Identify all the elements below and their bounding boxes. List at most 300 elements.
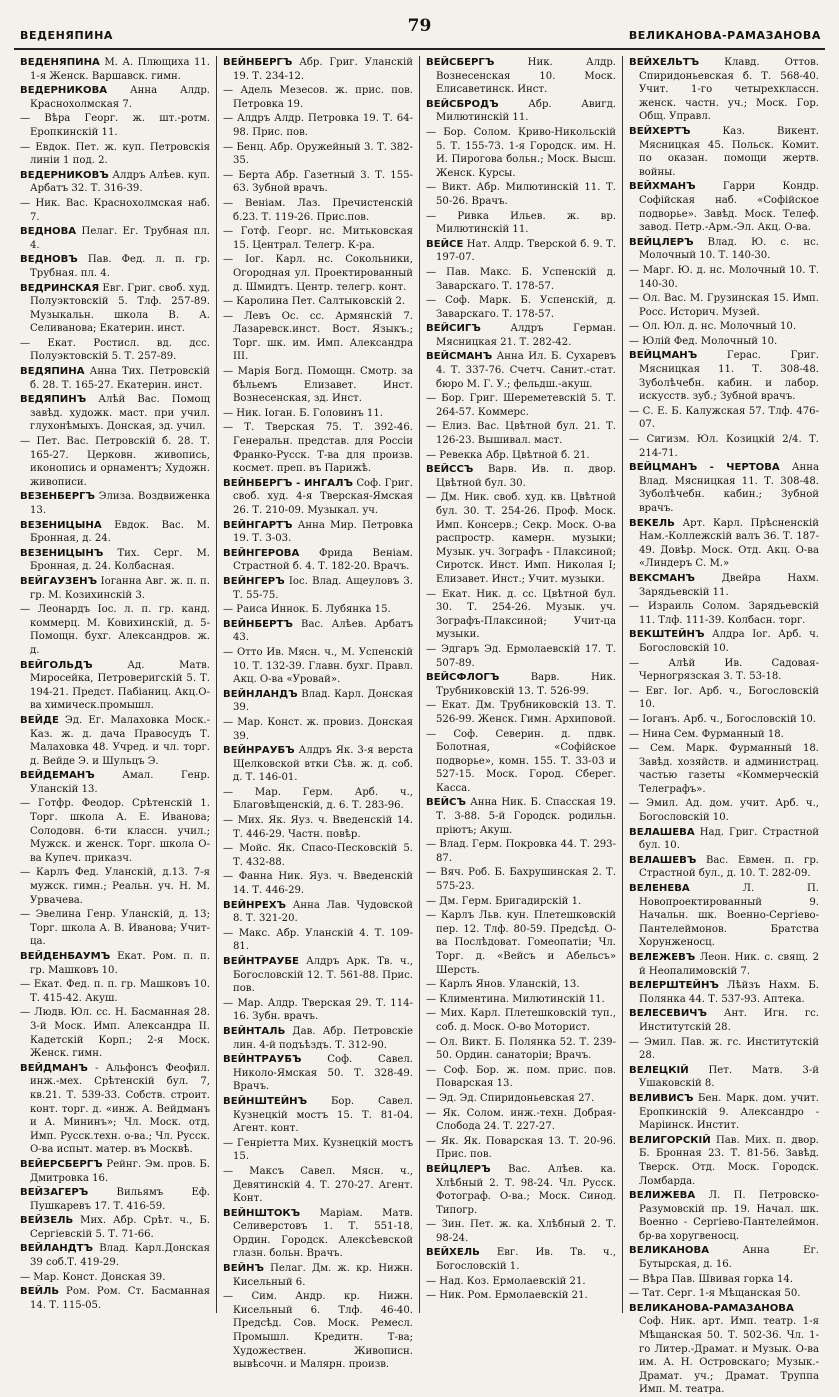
entry-surname: ВЕЙНБЕРГЪ	[223, 57, 293, 68]
entry-details: — Марія Богд. Помощн. Смотр. за бѣльемъ Елизавет. Инст. Вознесенская, зд. Инст.	[223, 366, 413, 405]
directory-entry	[223, 1165, 413, 1206]
entry-surname: ВЕЛАШЕВА	[629, 826, 695, 838]
directory-entry	[426, 1218, 616, 1245]
directory-entry	[426, 796, 616, 837]
entry-details: — Евг. Іог. Арб. ч., Богословскій 10.	[629, 685, 819, 711]
directory-entry	[223, 814, 413, 841]
directory-entry	[20, 84, 210, 111]
directory-entry	[20, 978, 210, 1005]
entry-details: — Левъ Ос. сс. Армянскій 7. Лазаревск.инст. Вост. Языкъ.; Торг. шк. им. Имп. Александра III.	[223, 310, 413, 363]
directory-entry	[20, 393, 210, 434]
entry-details: Клавд. Оттов. Спиридоньевская б. Т. 568-40. Учит. 1-го четырехклассн. женск. частн. уч.; Моск. Гор. Общ. Управл.	[639, 57, 819, 123]
entry-surname: ВЕЙДЕ	[20, 714, 59, 726]
entry-details: Бор. Савел. Кузнецкій мостъ 15. Т. 81-04. Агент. конт.	[233, 1095, 413, 1135]
entry-surname: ВЕКСМАНЪ	[629, 572, 696, 584]
directory-entry	[223, 1207, 413, 1261]
directory-entry	[629, 292, 819, 319]
entry-details: Алдръ Алѣев. куп. Арбатъ 32. Т. 316-39.	[30, 169, 210, 195]
entry-details: — Екат. Ростисл. вд. дсс. Полуэктовскій 5. Т. 257-89.	[20, 337, 210, 363]
entry-details: — Климентина. Милютинскій 11.	[426, 993, 605, 1005]
directory-entry	[223, 842, 413, 869]
entry-details: — Мойс. Як. Спасо-Песковскій 5. Т. 432-88.	[223, 843, 413, 868]
entry-details: Влад. Карл. Донская 39.	[233, 688, 413, 714]
entry-details: — Бор. Григ. Шереметевскій 5. Т. 264-57. Коммерс.	[426, 393, 616, 418]
entry-surname: ВЕЙССЪ	[426, 464, 474, 476]
directory-entry	[629, 125, 819, 179]
entry-surname: ВЕЛЕСЕВИЧЪ	[629, 1008, 707, 1020]
entry-details: — С. Е. Б. Калужская 57. Тлф. 476-07.	[629, 405, 819, 431]
directory-entry	[223, 955, 413, 996]
column-2	[217, 56, 420, 1371]
entry-details: — Эмил. Ад. дом. учит. Арб. ч., Богословскій 10.	[629, 798, 819, 824]
entry-details: — Готфр. Феодор. Срѣтенскій 1. Торг. школа А. Е. Иванова; Солодовн. 6-ти классн. учил.; Мужск. и женск. Торг. школа О-ва Купеч. приказч.	[20, 798, 210, 864]
entry-surname: ВЕЙСБЕРГЪ	[426, 57, 495, 68]
directory-entry	[629, 1302, 819, 1397]
entry-details: Вас. Алѣев. ка. Хлѣбный 2. Т. 98-24. Чл. Русск. Фотограф. О-ва.; Моск. Синод. Типогр.	[436, 1163, 616, 1216]
entry-details: — Ол. Юл. д. нс. Молочный 10.	[629, 321, 797, 333]
directory-entry	[426, 699, 616, 726]
entry-details: Алдръ Герман. Мясницкая 21. Т. 282-42.	[436, 323, 616, 348]
entry-details: — Влад. Герм. Покровка 44. Т. 293-87.	[426, 839, 616, 864]
directory-entry	[426, 588, 616, 642]
directory-entry	[223, 253, 413, 294]
entry-details: Анна Тих. Петровскій б. 28. Т. 165-27. Екатерин. инст.	[30, 366, 210, 391]
directory-entry	[20, 337, 210, 364]
entry-details: Герас. Григ. Мясницкая 11. Т. 308-48. Зуболѣчебн. кабин. и лабор. искусств. зуб.; Зубной врачъ.	[639, 350, 819, 403]
entry-surname: ВЕЙНТРАУБЕ	[223, 956, 299, 967]
entry-surname: ВЕЗЕНИЦЫНЪ	[20, 547, 104, 559]
page-number: 79	[407, 16, 432, 36]
directory-entry	[223, 870, 413, 897]
directory-entry	[426, 266, 616, 293]
directory-entry	[629, 742, 819, 796]
directory-entry	[223, 56, 413, 83]
entry-details: Пелаг. Ег. Трубная пл. 4.	[30, 226, 210, 251]
directory-entry	[629, 728, 819, 742]
entry-details: — Нина Сем. Фурманный 18.	[629, 728, 784, 740]
directory-entry	[223, 421, 413, 475]
entry-details: Тих. Серг. М. Бронная, д. 24. Колбасная.	[30, 547, 210, 573]
directory-entry	[426, 56, 616, 97]
entry-details: — Екат. Ник. д. сс. Цвѣтной бул. 30. Т. 254-26. Музык. уч. Зографъ-Плаксиной; Учит-ца музыки.	[426, 588, 616, 641]
directory-entry	[629, 979, 819, 1006]
entry-details: — Карлъ Янов. Уланскій, 13.	[426, 979, 580, 991]
entry-details: Алдръ Як. 3-я верста Щелковской втки Сѣв. ж. д. соб. д. Т. 146-01.	[233, 745, 413, 784]
entry-details: — Пет. Вас. Петровскій б. 28. Т. 165-27. Церковн. живопись, иконопись и орнаментъ; Художн. живописи.	[20, 436, 210, 488]
directory-entry	[20, 141, 210, 168]
directory-entry	[223, 603, 413, 617]
entry-surname: ВЕЙСИГЪ	[426, 323, 481, 335]
directory-entry	[20, 866, 210, 907]
entry-surname: ВЕЙСЪ	[426, 797, 466, 809]
directory-entry	[426, 420, 616, 447]
entry-details: — Мих. Як. Яуз. ч. Введенскій 14. Т. 446-29. Частн. повѣр.	[223, 815, 413, 840]
directory-entry	[20, 225, 210, 252]
entry-surname: ВЕДНОВА	[20, 226, 77, 238]
directory-entry	[223, 477, 413, 518]
entry-details: Вас. Алѣев. Арбатъ 43.	[233, 618, 413, 644]
directory-entry	[20, 435, 210, 489]
entry-surname: ВЕЙДМАНЪ	[20, 1062, 88, 1074]
entry-details: — Вяч. Роб. Б. Бахрушинская 2. Т. 575-23.	[426, 867, 616, 893]
entry-details: Анна Ил. Б. Сухаревъ 4. Т. 337-76. Счетч. Санит.-стат. бюро М. Г. У.; фельдш.-акуш.	[436, 351, 616, 390]
directory-entry	[20, 1242, 210, 1269]
directory-entry	[629, 405, 819, 432]
page-header	[14, 10, 825, 50]
directory-entry	[223, 84, 413, 111]
entry-details: Эд. Ег. Малаховка Моск.-Каз. ж. д. дача Правосудъ Т. Малаховка 48. Учред. и чл. торг. д. Вейде Э. и Шульцъ Э.	[30, 714, 210, 767]
entry-surname: ВЕЙНЪ	[223, 1263, 264, 1275]
directory-entry	[426, 294, 616, 321]
entry-details: Абр. Авигд. Милютинскій 11.	[436, 98, 616, 124]
entry-details: Алѣй Вас. Помощ завѣд. художк. маст. при учил. глухонѣмыхъ. Донская, зд. учил.	[30, 394, 210, 433]
entry-surname: ВЕЙЛАНДТЪ	[20, 1243, 94, 1255]
directory-entry	[426, 866, 616, 893]
directory-entry	[629, 657, 819, 684]
entry-details: Влад. Карл.Донская 39 соб.Т. 419-29.	[30, 1243, 210, 1269]
entry-details: Ник. Алдр. Вознесенская 10. Моск. Елисаветинск. Инст.	[436, 57, 616, 96]
entry-surname: ВЕЙГОЛЬДЪ	[20, 659, 93, 671]
directory-entry	[426, 728, 616, 796]
directory-entry	[426, 1275, 616, 1289]
directory-entry	[629, 1244, 819, 1271]
directory-entry	[20, 1285, 210, 1312]
directory-entry	[629, 685, 819, 712]
entry-surname: ВЕЛИГОРСКІЙ	[629, 1134, 711, 1146]
directory-entry	[20, 1158, 210, 1185]
directory-entry	[629, 1273, 819, 1287]
directory-entry	[223, 716, 413, 743]
entry-details: Вильямъ Еф. Пушкаревъ 17. Т. 416-59.	[30, 1187, 210, 1212]
entry-details: — Ник. Іоган. Б. Головинъ 11.	[223, 407, 383, 419]
entry-details: — Тат. Серг. 1-я Мѣщанская 50.	[629, 1288, 801, 1300]
directory-entry	[223, 927, 413, 954]
directory-entry	[426, 449, 616, 463]
directory-entry	[223, 997, 413, 1024]
entry-details: - Альфонсъ Феофил. инж.-мех. Срѣтенскій бул. 7, кв.21. Т. 539-33. Собств. строит. конт. торг. д. «инж. А. Вейдманъ и А. Мининъ»; Чл. Моск. отд. Имп. Русск.техн. о-ва.; Чл. Русск. О-ва испыт. матер. въ Москвѣ.	[30, 1062, 210, 1156]
entry-details: Анна Ник. Б. Спасская 19. Т. 3-88. 5-й Городск. родильн. пріютъ; Акуш.	[436, 797, 616, 836]
directory-entry	[629, 1287, 819, 1301]
entry-details: — Соф. Северин. д. пдвк. Болотная, «Софійское подворье», комн. 155. Т. 33-03 и 527-15. Моск. Город. Сберег. Касса.	[426, 728, 616, 794]
entry-details: — Ривка Ильев. ж. вр. Милютинскій 11.	[426, 210, 616, 236]
entry-details: — Т. Тверская 75. Т. 392-46. Генеральн. представ. для Россіи Франко-Русск. Т-ва для произв. космет. преп. въ Парижѣ.	[223, 422, 413, 475]
directory-entry	[20, 56, 210, 83]
directory-entry	[223, 1095, 413, 1136]
directory-entry	[426, 350, 616, 391]
entry-details: — Екат. Фед. п. п. гр. Машковъ 10. Т. 415-42. Акуш.	[20, 979, 210, 1004]
entry-surname: ВЕЙХЕЛЬ	[426, 1247, 480, 1259]
entry-details: — Алдръ Алдр. Петровка 19. Т. 64-98. Прис. пов.	[223, 113, 413, 138]
entry-details: — Сим. Андр. кр. Нижн. Кисельный 6. Тлф. 46-40. Предсѣд. Сов. Моск. Ремесл. Промышл. Кредитн. Т-ва; Художествен. Живописн. вывѣсочн. и Малярн. произв.	[223, 1291, 413, 1371]
entry-details: Евдок. Вас. М. Бронная, д. 24.	[30, 519, 210, 545]
entry-surname: ВЕЙНРЕХЪ	[223, 899, 287, 911]
directory-entry	[223, 1137, 413, 1164]
entry-surname: ВЕЛЕЖЕВЪ	[629, 952, 696, 963]
entry-surname: ВЕЙНГАРТЪ	[223, 519, 293, 531]
directory-entry	[629, 236, 819, 263]
entry-surname: ВЕЙГАУЗЕНЪ	[20, 575, 98, 587]
entry-details: — Як. Солом. инж.-техн. Добрая-Слобода 24. Т. 227-27.	[426, 1107, 616, 1133]
directory-entry	[223, 744, 413, 785]
directory-entry	[20, 547, 210, 574]
directory-entry	[426, 838, 616, 865]
entry-details: Амал. Генр. Уланскій 13.	[30, 770, 210, 795]
entry-surname: ВЕЙСБРОДЪ	[426, 98, 499, 110]
directory-entry	[20, 769, 210, 796]
directory-entry	[629, 517, 819, 571]
entry-details: — Дм. Ник. своб. худ. кв. Цвѣтной бул. 30. Т. 254-26. Проф. Моск. Имп. Консерв.; Секр. Моск. О-ва распростр. камерн. музыки; Музык. уч. Зографъ - Плаксиной; Сиротск. Инст. Имп. Николая I; Елизавет. Инст.; Учит. музыки.	[426, 492, 616, 585]
directory-entry	[20, 603, 210, 657]
entry-details: — Зин. Пет. ж. ка. Хлѣбный 2. Т. 98-24.	[426, 1219, 616, 1244]
entry-details: Соф. Григ. своб. худ. 4-я Тверская-Ямская 26. Т. 210-09. Музыкал. уч.	[233, 477, 413, 516]
directory-entry	[223, 646, 413, 687]
entry-surname: ВЕЙСМАНЪ	[426, 351, 493, 363]
entry-details: — Ревекка Абр. Цвѣтной б. 21.	[426, 449, 590, 461]
entry-details: — Мар. Конст. Донская 39.	[20, 1271, 166, 1283]
directory-entry	[223, 1262, 413, 1289]
entry-surname: ВЕЛИЖЕВА	[629, 1190, 696, 1202]
entry-details: — Викт. Абр. Милютинскій 11. Т. 50-26. Врачъ.	[426, 182, 616, 207]
entry-surname: ВЕЙЕРСБЕРГЪ	[20, 1158, 103, 1170]
directory-entry	[223, 1025, 413, 1052]
directory-entry	[223, 407, 413, 421]
directory-entry	[426, 1036, 616, 1063]
directory-entry	[20, 1271, 210, 1285]
entry-details: — Юлій Фед. Молочный 10.	[629, 335, 778, 347]
columns-container	[14, 56, 825, 1396]
directory-entry	[223, 575, 413, 602]
directory-entry	[629, 628, 819, 655]
entry-details: Іос. Влад. Ащеуловъ 3. Т. 55-75.	[233, 575, 413, 601]
directory-entry	[426, 643, 616, 670]
directory-entry	[20, 1006, 210, 1060]
entry-details: — Соф. Марк. Б. Успенскій, д. Заварскаго. Т. 178-57.	[426, 295, 616, 320]
entry-details: — Соф. Бор. ж. пом. прис. пов. Поварская 13.	[426, 1064, 616, 1090]
directory-entry	[629, 951, 819, 978]
entry-details: — Леонардъ Іос. л. п. гр. канд. коммерц. М. Ковихинскій, д. 5- Помощн. бухг. Александров. ж. д.	[20, 604, 210, 656]
entry-details: — Вѣра Георг. ж. шт.-ротм. Еропкинскій 11.	[20, 113, 210, 138]
directory-entry	[223, 618, 413, 645]
entry-details: — Ол. Вас. М. Грузинская 15. Имп. Росс. Историч. Музей.	[629, 293, 819, 318]
column-1	[14, 56, 217, 1313]
entry-details: — Сигизм. Юл. Козицкій 2/4. Т. 214-71.	[629, 434, 819, 459]
entry-details: — Алѣй Ив. Садовая-Черногрязская 3. Т. 53-18.	[629, 657, 819, 683]
entry-surname: ВЕЛИВИСЪ	[629, 1092, 694, 1104]
entry-surname: ВЕЙЦМАНЪ - ЧЕРТОВА	[629, 462, 780, 474]
entry-surname: ВЕЛИКАНОВА	[629, 1245, 710, 1257]
entry-details: Варв. Ник. Трубниковскій 13. Т. 526-99.	[436, 672, 616, 697]
directory-entry	[629, 826, 819, 853]
entry-details: Нат. Алдр. Тверской б. 9. Т. 197-07.	[436, 238, 616, 264]
entry-details: Алдръ Арк. Тв. ч., Богословскій 12. Т. 561-88. Прис. пов.	[233, 956, 413, 995]
directory-entry	[426, 671, 616, 698]
entry-details: Евг. Григ. своб. худ. Полуэктовскій 5. Тлф. 257-89. Музыкальн. школа В. А. Селиванова; Екатерин. инст.	[30, 282, 210, 335]
entry-details: Соф. Савел. Николо-Ямская 50. Т. 328-49. Врачъ.	[233, 1054, 413, 1093]
entry-surname: ВЕЙСЕ	[426, 238, 464, 250]
directory-entry	[426, 1289, 616, 1303]
entry-surname: ВЕЙНШТОКЪ	[223, 1207, 301, 1219]
directory-entry	[629, 349, 819, 403]
entry-surname: ВЕЙЦМАНЪ	[629, 350, 698, 362]
entry-details: — Над. Коз. Ермолаевскій 21.	[426, 1275, 586, 1287]
entry-surname: ВЕЛИКАНОВА-РАМАЗАНОВА	[629, 1302, 794, 1314]
entry-details: Алдра Іог. Арб. ч. Богословскій 10.	[639, 629, 819, 654]
entry-details: — Веніам. Лаз. Пречистенскій б.23. Т. 119-26. Прис.пов.	[223, 197, 413, 223]
entry-details: Дав. Абр. Петровскіе лин. 4-й подъѣздъ. Т. 312-90.	[233, 1025, 413, 1051]
entry-details: — Мар. Герм. Арб. ч., Благовѣщенскій, д. 6. Т. 283-96.	[223, 786, 413, 812]
directory-entry	[629, 713, 819, 727]
directory-entry	[20, 714, 210, 768]
entry-details: Фрида Веніам. Страстной б. 4. Т. 182-20. Врачъ.	[233, 547, 413, 573]
directory-entry	[426, 181, 616, 208]
entry-details: Ад. Матв. Миросейка, Петроверигскій 5. Т. 194-21. Предст. Пабіаниц. Акц.О-ва химическ.промышл.	[30, 659, 210, 712]
directory-entry	[20, 908, 210, 949]
entry-details: Пет. Матв. 3-й Ушаковскій 8.	[639, 1064, 819, 1090]
entry-details: — Эд. Эд. Спиридоньевская 27.	[426, 1092, 595, 1104]
entry-details: Анна Мир. Петровка 19. Т. 3-03.	[233, 519, 413, 545]
entry-surname: ВЕЙХМАНЪ	[629, 181, 696, 193]
directory-entry	[426, 1135, 616, 1162]
entry-details: — Евдок. Пет. ж. куп. Петровскія линіи 1 под. 2.	[20, 141, 210, 167]
directory-entry	[629, 1134, 819, 1188]
entry-details: — Бор. Солом. Криво-Никольскій 5. Т. 155-73. 1-я Городск. им. Н. И. Пирогова больн.; Моск. Высш. Женск. Курсы.	[426, 126, 616, 179]
directory-entry	[629, 1189, 819, 1243]
entry-details: — Генріетта Мих. Кузнецкій мостъ 15.	[223, 1137, 413, 1163]
entry-details: — Мих. Карл. Плетешковскій туп., соб. д. Моск. О-во Моторист.	[426, 1008, 616, 1033]
entry-details: — Бенц. Абр. Оружейный 3. Т. 382-35.	[223, 141, 413, 167]
entry-details: — Елиз. Вас. Цвѣтной бул. 21. Т. 126-23. Вышивал. маст.	[426, 421, 616, 447]
entry-details: Соф. Ник. арт. Имп. театр. 1-я Мѣщанская 50. Т. 502-36. Чл. 1-го Литер.-Драмат. и Музык. О-ва им. А. Н. Островскаго; Музык.-Драмат. уч.; Драмат. Труппа Имп. М. театра.	[639, 1316, 819, 1396]
header-right-running-head: ВЕЛИКАНОВА-РАМАЗАНОВА	[628, 29, 821, 42]
directory-entry	[223, 1053, 413, 1094]
entry-details: Анна Ег. Бутырская, д. 16.	[639, 1245, 819, 1271]
entry-details: Анна Влад. Мясницкая 11. Т. 308-48. Зуболѣчебн. кабин.; Зубной врачъ.	[639, 462, 820, 514]
entry-surname: ВЕЙНШТЕЙНЪ	[223, 1095, 308, 1107]
entry-details: Арт. Карл. Прѣсненскій Нам.-Коллежскій валъ 36. Т. 187-49. Довѣр. Моск. Отд. Акц. О-ва «Линдеръ С. М.»	[639, 517, 819, 570]
directory-entry	[223, 141, 413, 168]
entry-surname: ВЕДЯПИНА	[20, 366, 85, 378]
directory-entry	[223, 225, 413, 252]
entry-details: — Марг. Ю. д. нс. Молочный 10. Т. 140-30.	[629, 264, 819, 290]
directory-entry	[426, 1163, 616, 1217]
directory-entry	[426, 392, 616, 419]
directory-entry	[223, 786, 413, 813]
entry-surname: ВЕЛЕЦКІЙ	[629, 1064, 689, 1076]
directory-entry	[426, 1064, 616, 1091]
entry-details: Евг. Ив. Тв. ч., Богословскій 1.	[436, 1247, 616, 1273]
directory-entry	[223, 1290, 413, 1372]
directory-entry	[426, 993, 616, 1007]
entry-surname: ВЕЛЕНЕВА	[629, 883, 690, 895]
directory-entry	[629, 320, 819, 334]
entry-details: Екат. Ром. п. п. гр. Машковъ 10.	[30, 951, 210, 976]
entry-surname: ВЕДЕРНИКОВА	[20, 85, 108, 97]
directory-entry	[426, 238, 616, 265]
directory-entry	[426, 909, 616, 977]
entry-surname: ВЕЗЕНИЦЫНА	[20, 519, 102, 531]
entry-surname: ВЕЙЗАГЕРЪ	[20, 1187, 89, 1199]
entry-details: — Іог. Карл. нс. Сокольники, Огородная ул. Проектированный д. Шмидтъ. Центр. телегр. конт.	[223, 254, 413, 293]
directory-entry	[20, 950, 210, 977]
entry-surname: ВЕДНОВЪ	[20, 254, 78, 266]
entry-surname: ВЕЙНТРАУБЪ	[223, 1054, 302, 1066]
entry-details: Рейнг. Эм. пров. Б. Дмитровка 16.	[30, 1158, 210, 1184]
entry-details: — Готф. Георг. нс. Митьковская 15. Централ. Телегр. К-ра.	[223, 226, 413, 251]
directory-entry	[629, 1007, 819, 1034]
directory-entry	[20, 1062, 210, 1157]
entry-surname: ВЕЙЛЬ	[20, 1286, 60, 1298]
directory-entry	[629, 797, 819, 824]
entry-details: Л. П. Петровско-Разумовскій пр. 19. Начал. шк. Военно - Сергіево-Пантелеймон. бр-ва хоругвеносц.	[639, 1190, 819, 1242]
entry-details: — Пав. Макс. Б. Успенскій д. Заварскаго. Т. 178-57.	[426, 266, 616, 292]
entry-surname: ВЕЗЕНБЕРГЪ	[20, 491, 96, 503]
entry-details: Двейра Нахм. Зарядьевскій 11.	[639, 572, 819, 598]
entry-surname: ВЕЙНБЕРГЪ - ИНГАЛЪ	[223, 477, 353, 489]
entry-details: Абр. Григ. Уланскій 19. Т. 234-12.	[233, 57, 413, 82]
entry-surname: ВЕДЯПИНЪ	[20, 394, 87, 406]
entry-details: — Эвелина Генр. Уланскій, д. 13; Торг. школа А. В. Иванова; Учит-ца.	[20, 909, 210, 948]
directory-entry	[629, 461, 819, 515]
entry-details: — Фанна Ник. Яуз. ч. Введенскій 14. Т. 446-29.	[223, 871, 413, 897]
entry-surname: ВЕКШТЕЙНЪ	[629, 629, 705, 641]
entry-details: Анна Лав. Чудовской 8. Т. 321-20.	[233, 899, 413, 925]
entry-surname: ВЕЙДЕНБАУМЪ	[20, 951, 111, 962]
entry-details: Пав. Мих. п. двор. Б. Бронная 23. Т. 81-56. Завѣд. Тверск. Отд. Моск. Городск. Ломбарда.	[639, 1134, 819, 1187]
entry-details: — Вѣра Пав. Швивая горка 14.	[629, 1273, 794, 1285]
entry-details: Пелаг. Дм. ж. кр. Нижн. Кисельный 6.	[233, 1263, 413, 1288]
entry-details: — Раиса Иннок. Б. Лубянка 15.	[223, 604, 391, 616]
entry-details: — Адель Мезесов. ж. прис. пов. Петровка 19.	[223, 85, 413, 110]
directory-entry	[20, 1214, 210, 1241]
column-3	[420, 56, 623, 1313]
directory-entry	[426, 98, 616, 125]
directory-entry	[426, 322, 616, 349]
entry-details: — Іоганъ. Арб. ч., Богословскій 10.	[629, 713, 817, 725]
entry-surname: ВЕЙНГЕРОВА	[223, 547, 300, 559]
directory-entry	[20, 169, 210, 196]
directory-entry	[629, 433, 819, 460]
entry-details: Пав. Фед. л. п. гр. Трубная. пл. 4.	[30, 254, 210, 279]
directory-entry	[20, 282, 210, 336]
directory-entry	[426, 210, 616, 237]
entry-surname: ВЕЙНТАЛЬ	[223, 1025, 286, 1037]
directory-entry	[20, 197, 210, 224]
entry-details: — Як. Як. Поварская 13. Т. 20-96. Прис. пов.	[426, 1135, 616, 1161]
entry-details: Элиза. Воздвиженка 13.	[30, 491, 210, 516]
entry-details: — Мар. Алдр. Тверская 29. Т. 114-16. Зубн. врачъ.	[223, 997, 413, 1023]
directory-entry	[629, 180, 819, 234]
directory-entry	[426, 1107, 616, 1134]
entry-surname: ВЕДЕРНИКОВЪ	[20, 169, 109, 181]
entry-details: Вас. Евмен. п. гр. Страстной бул., д. 10. Т. 282-09.	[639, 854, 819, 880]
directory-entry	[20, 575, 210, 602]
directory-entry	[223, 197, 413, 224]
entry-details: Анна Алдр. Краснохолмская 7.	[30, 85, 210, 110]
entry-details: Ром. Ром. Ст. Басманная 14. Т. 115-05.	[30, 1286, 210, 1311]
directory-entry	[426, 978, 616, 992]
entry-surname: ВЕЙЦЛЕРЪ	[426, 1163, 491, 1175]
entry-details: Варв. Ив. п. двор. Цвѣтной бул. 30.	[436, 464, 616, 489]
entry-details: — Ол. Викт. Б. Полянка 52. Т. 239-50. Ордин. санаторіи; Врачъ.	[426, 1036, 616, 1062]
directory-entry	[20, 112, 210, 139]
entry-surname: ВЕКЕЛЬ	[629, 517, 675, 529]
directory-entry	[20, 519, 210, 546]
entry-surname: ВЕЙНРАУБЪ	[223, 745, 295, 757]
entry-details: — Эмил. Пав. ж. гс. Институтскій 28.	[629, 1036, 819, 1062]
entry-surname: ВЕДРИНСКАЯ	[20, 282, 100, 294]
directory-entry	[629, 1092, 819, 1133]
entry-surname: ВЕЙНГЕРЪ	[223, 575, 285, 587]
